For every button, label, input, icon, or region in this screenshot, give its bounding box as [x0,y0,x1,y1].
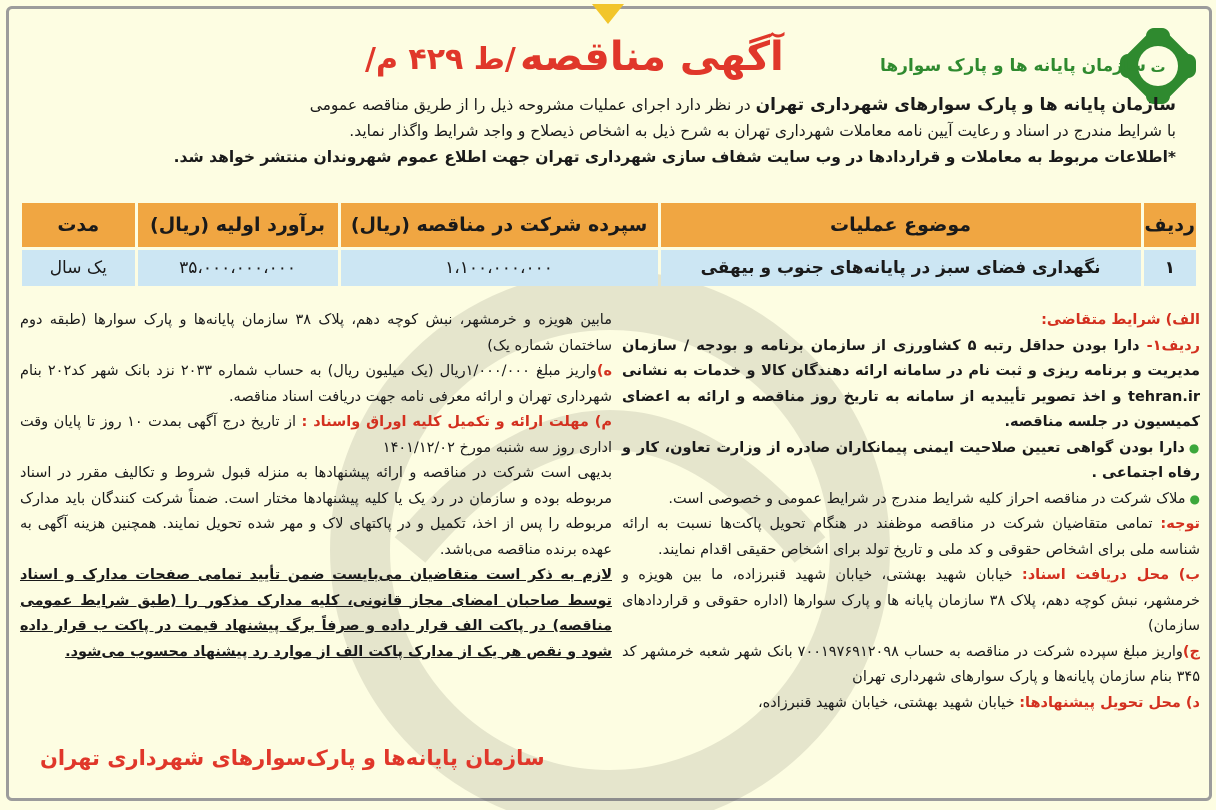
terms-paragraph: بدیهی است شرکت در مناقصه و ارائه پیشنهادها به منزله قبول شروط و تکالیف مقرر در اسناد مربوطه بوده و سازمان در رد یک یا کلیه پیشنهادها مختار است. ضمناً شرکت کنندگان باید مدارک مربوطه را پس از اخذ، تکمیل و در پاکتهای لاک و مهر شده تحویل نمایند. همچنین هزینه آگهی به عهده برنده مناقصه می‌باشد. [20,465,612,558]
col-header-deposit: سپرده شرکت در مناقصه (ریال) [341,203,658,247]
section-j: ج)واریز مبلغ سپرده شرکت در مناقصه به حساب ۷۰۰۱۹۷۶۹۱۲۰۹۸ بانک شهر شعبه خرمشهر کد ۳۴۵ بنام سازمان پایانه‌ها و پارک سوارهای شهرداری تهران [622,643,1200,685]
svg-text:ت: ت [1150,58,1166,76]
page-title: آگهی مناقصه [520,34,784,80]
note-paragraph: توجه: تمامی متقاضیان شرکت در مناقصه موظفند در هنگام تحویل پاکت‌ها نسبت به ارائه شناسه ملی برای اشخاص حقوقی و کد ملی و تاریخ تولد برای اشخاص حقیقی اقدام نمایند. [622,516,1200,558]
logo-org-name: سازمان پایانه ها و پارک سوارها [880,56,1146,76]
col-header-duration: مدت [22,203,135,247]
col-header-estimate: برآورد اولیه (ریال) [138,203,338,247]
section-h: ه)واریز مبلغ ۱/۰۰۰/۰۰۰ریال (یک میلیون ریال) به حساب شماره ۲۰۳۳ نزد بانک شهر کد۲۰۲ بنام شهرداری تهران و ارائه معرفی نامه جهت دریافت اسناد مناقصه. [20,363,613,405]
documents-paragraph: لازم به ذکر است متقاضیان می‌بایست ضمن تأیید تمامی صفحات مدارک و اسناد توسط صاحبان امضای مجاز قانونی، کلیه مدارک مذکور را (طبق شرایط عمومی مناقصه) در پاکت الف قرار داده و صرفاً برگ پیشنهاد قیمت در پاکت ب قرار داده شود و نقص هر یک از مدارک پاکت الف از موارد رد پیشنهاد محسوب می‌شود. [20,567,612,660]
cell-deposit: ۱،۱۰۰،۰۰۰،۰۰۰ [341,250,658,286]
col-header-subject: موضوع عملیات [661,203,1141,247]
section-m: م) مهلت ارائه و تکمیل کلیه اوراق واسناد : از تاریخ درج آگهی بمدت ۱۰ روز تا پایان وقت اداری روز سه شنبه مورخ ۱۴۰۱/۱۲/۰۲ [20,414,613,456]
top-notch-decoration [592,4,624,24]
org-name: سازمان پایانه ها و پارک سوارهای شهرداری تهران [755,95,1176,115]
table-row [22,250,1196,286]
section-b: ب) محل دریافت اسناد: خیابان شهید بهشتی، خیابان شهید قنبرزاده، ما بین هویزه و خرمشهر، نبش کوچه دهم، پلاک ۳۸ سازمان پایانه ها و پارک سوارها (اداره حقوقی و قراردادهای سازمان) [622,567,1200,634]
cell-subject: نگهداری فضای سبز در پایانه‌های جنوب و بیهقی [661,250,1141,286]
cell-estimate: ۳۵،۰۰۰،۰۰۰،۰۰۰ [138,250,338,286]
transparency-notice: *اطلاعات مربوط به معاملات و قراردادها در وب سایت شفاف سازی شهرداری تهران جهت اطلاع عموم شهروندان منتشر خواهد شد. [173,148,1176,166]
tender-code: /ط ۴۲۹ م/ [365,42,516,77]
requirement-row1: ردیف۱- دارا بودن حداقل رتبه ۵ کشاورزی از سازمان برنامه و بودجه / سازمان مدیریت و برنامه ریزی و ثبت نام در سامانه ارائه دهندگان کالا و خدمات به نشانی tehran.ir و اخذ تصویر تأییدیه از سامانه به تاریخ روز مناقصه و ارائه به اعضای کمیسیون در جلسه مناقصه. [622,337,1200,430]
right-column [622,308,1200,716]
requirement-bullet-2: ● ملاک شرکت در مناقصه احراز کلیه شرایط مندرج در شرایط عمومی و خصوصی است. [622,487,1200,513]
intro-paragraph [86,92,1176,170]
col-header-row: ردیف [1144,203,1196,247]
intro-line1: در نظر دارد اجرای عملیات مشروحه ذیل را از طریق مناقصه عمومی [309,96,751,114]
section-d: د) محل تحویل پیشنهادها: خیابان شهید بهشتی، خیابان شهید قنبرزاده، [757,694,1200,711]
footer-org-name: سازمان پایانه‌ها و پارک‌سوارهای شهرداری تهران [40,746,545,770]
cell-row-number: ۱ [1144,250,1196,286]
cell-duration: یک سال [22,250,135,286]
left-column [20,308,612,665]
operations-table [19,200,1199,289]
requirement-bullet-1: ● دارا بودن گواهی تعیین صلاحیت ایمنی پیمانکاران صادره از وزارت تعاون، کار و رفاه اجتماعی . [622,436,1200,487]
intro-line2: با شرایط مندرج در اسناد و رعایت آیین نامه معاملات شهرداری تهران به شرح ذیل به اشخاص ذیصلاح و واجد شرایط واگذار نماید. [349,122,1176,140]
section-a-title: الف) شرایط متقاضی: [1041,312,1200,328]
address-continuation: مابین هویزه و خرمشهر، نبش کوچه دهم، پلاک ۳۸ سازمان پایانه‌ها و پارک سوارها (طبقه دوم ساختمان شماره یک) [20,312,612,354]
website-link[interactable]: tehran.ir [1128,388,1200,405]
